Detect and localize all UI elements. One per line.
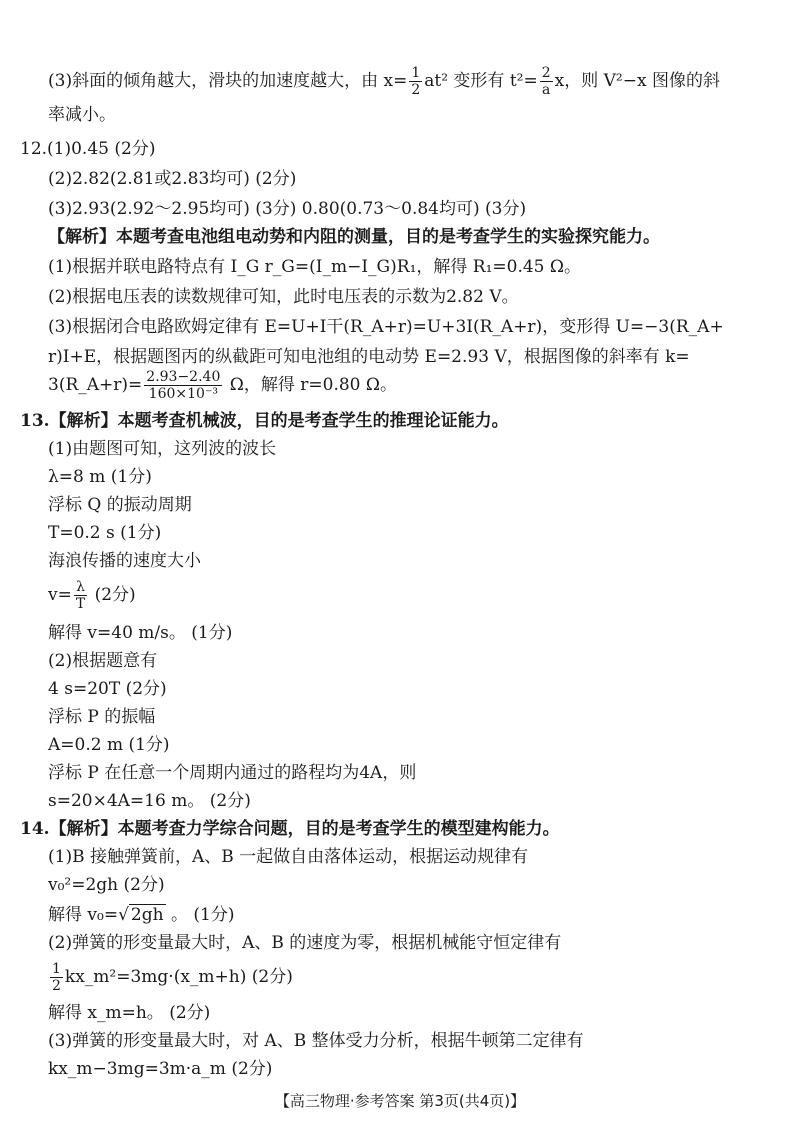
text-line: (2)根据电压表的读数规律可知，此时电压表的示数为2.82 V。 xyxy=(48,287,519,307)
text-line xyxy=(48,580,136,611)
answer-line: (3)2.93(2.92～2.95均可) (3分) 0.80(0.73～0.84均可) (3分) xyxy=(48,199,527,219)
page-footer: 【高三物理·参考答案 第3页(共4页)】 xyxy=(274,1092,526,1110)
text-line xyxy=(48,66,720,97)
text-line: v₀²=2gh (2分) xyxy=(48,875,165,895)
analysis-text: 本题考查电池组电动势和内阻的测量，目的是考查学生的实验探究能力。 xyxy=(116,227,660,247)
text-segment: 3(R_A+r)= xyxy=(48,375,143,395)
text-line: 解得 v=40 m/s。 (1分) xyxy=(48,623,233,643)
question-number: 14. xyxy=(20,819,50,839)
text-line: (1)由题图可知，这列波的波长 xyxy=(48,439,277,459)
fraction-numerator: 2 xyxy=(541,65,551,81)
text-line: (1)B 接触弹簧前，A、B 一起做自由落体运动，根据运动规律有 xyxy=(48,847,529,867)
text-segment: at² 变形有 t²= xyxy=(424,71,538,91)
fraction xyxy=(144,370,222,401)
fraction-denominator: T xyxy=(75,596,86,612)
text-segment: 解得 v₀=√ xyxy=(48,905,129,925)
text-line: (3)弹簧的形变量最大时，对 A、B 整体受力分析，根据牛顿第二定律有 xyxy=(48,1031,584,1051)
text-line: 解得 x_m=h。 (2分) xyxy=(48,1003,211,1023)
fraction-numerator: 2.93−2.40 xyxy=(146,369,221,385)
text-line: λ=8 m (1分) xyxy=(48,467,152,487)
question-number: 13. xyxy=(20,411,50,431)
text-segment: x，则 V²−x 图像的斜 xyxy=(554,71,720,91)
text-line: (3)根据闭合电路欧姆定律有 E=U+I干(R_A+r)=U+3I(R_A+r)，变形得 U=−3(R_A+ xyxy=(48,317,724,337)
fraction xyxy=(50,962,63,993)
text-line xyxy=(48,370,397,401)
fraction xyxy=(540,66,553,97)
fraction xyxy=(74,580,87,611)
fraction-numerator: 1 xyxy=(52,961,61,977)
fraction-numerator: 1 xyxy=(411,65,421,81)
fraction-denominator: 160×10⁻³ xyxy=(148,386,218,402)
text-line: A=0.2 m (1分) xyxy=(48,735,170,755)
text-segment: Ω，解得 r=0.80 Ω。 xyxy=(224,375,397,395)
fraction-denominator: 2 xyxy=(52,978,61,994)
text-line: (2)根据题意有 xyxy=(48,651,158,671)
text-line: kx_m−3mg=3m·a_m (2分) xyxy=(48,1059,273,1079)
answer-line: 12.(1)0.45 (2分) xyxy=(20,139,156,159)
text-line: 浮标 Q 的振动周期 xyxy=(48,495,192,515)
text-line: 率减小。 xyxy=(48,105,116,125)
text-line xyxy=(48,904,234,926)
text-line: 4 s=20T (2分) xyxy=(48,679,167,699)
text-segment: (2分) xyxy=(89,585,136,605)
text-line: 海浪传播的速度大小 xyxy=(48,551,201,571)
text-line: r)I+E，根据题图丙的纵截距可知电池组的电动势 E=2.93 V，根据图像的斜率有 k= xyxy=(48,347,690,367)
text-segment: kx_m²=3mg·(x_m+h) (2分) xyxy=(64,967,293,987)
analysis-heading xyxy=(20,410,509,432)
analysis-text: 本题考查机械波，目的是考查学生的推理论证能力。 xyxy=(117,411,509,431)
sqrt-radicand: 2gh xyxy=(130,905,164,925)
text-segment: (3)斜面的倾角越大，滑块的加速度越大，由 x= xyxy=(48,71,408,91)
analysis-label: 【解析】 xyxy=(49,411,118,431)
analysis-label: 【解析】 xyxy=(48,227,116,247)
text-line xyxy=(48,962,293,993)
fraction xyxy=(409,66,422,97)
text-segment: 。 (1分) xyxy=(165,905,235,925)
analysis-heading xyxy=(48,226,660,248)
fraction-denominator: a xyxy=(542,82,551,98)
answer-line: (2)2.82(2.81或2.83均可) (2分) xyxy=(48,169,297,189)
analysis-label: 【解析】 xyxy=(49,819,118,839)
fraction-numerator: λ xyxy=(74,580,87,596)
text-line: (1)根据并联电路特点有 I_G r_G=(I_m−I_G)R₁，解得 R₁=0.45 Ω。 xyxy=(48,257,582,277)
text-line: 浮标 P 的振幅 xyxy=(48,707,156,727)
text-line: 浮标 P 在任意一个周期内通过的路程均为4A，则 xyxy=(48,763,417,783)
text-line: (2)弹簧的形变量最大时，A、B 的速度为零，根据机械能守恒定律有 xyxy=(48,933,562,953)
text-line: s=20×4A=16 m。 (2分) xyxy=(48,791,251,811)
text-line: T=0.2 s (1分) xyxy=(48,523,162,543)
text-segment: v= xyxy=(48,585,72,605)
analysis-text: 本题考查力学综合问题，目的是考查学生的模型建构能力。 xyxy=(117,819,560,839)
analysis-heading xyxy=(20,818,560,840)
fraction-denominator: 2 xyxy=(411,82,421,98)
